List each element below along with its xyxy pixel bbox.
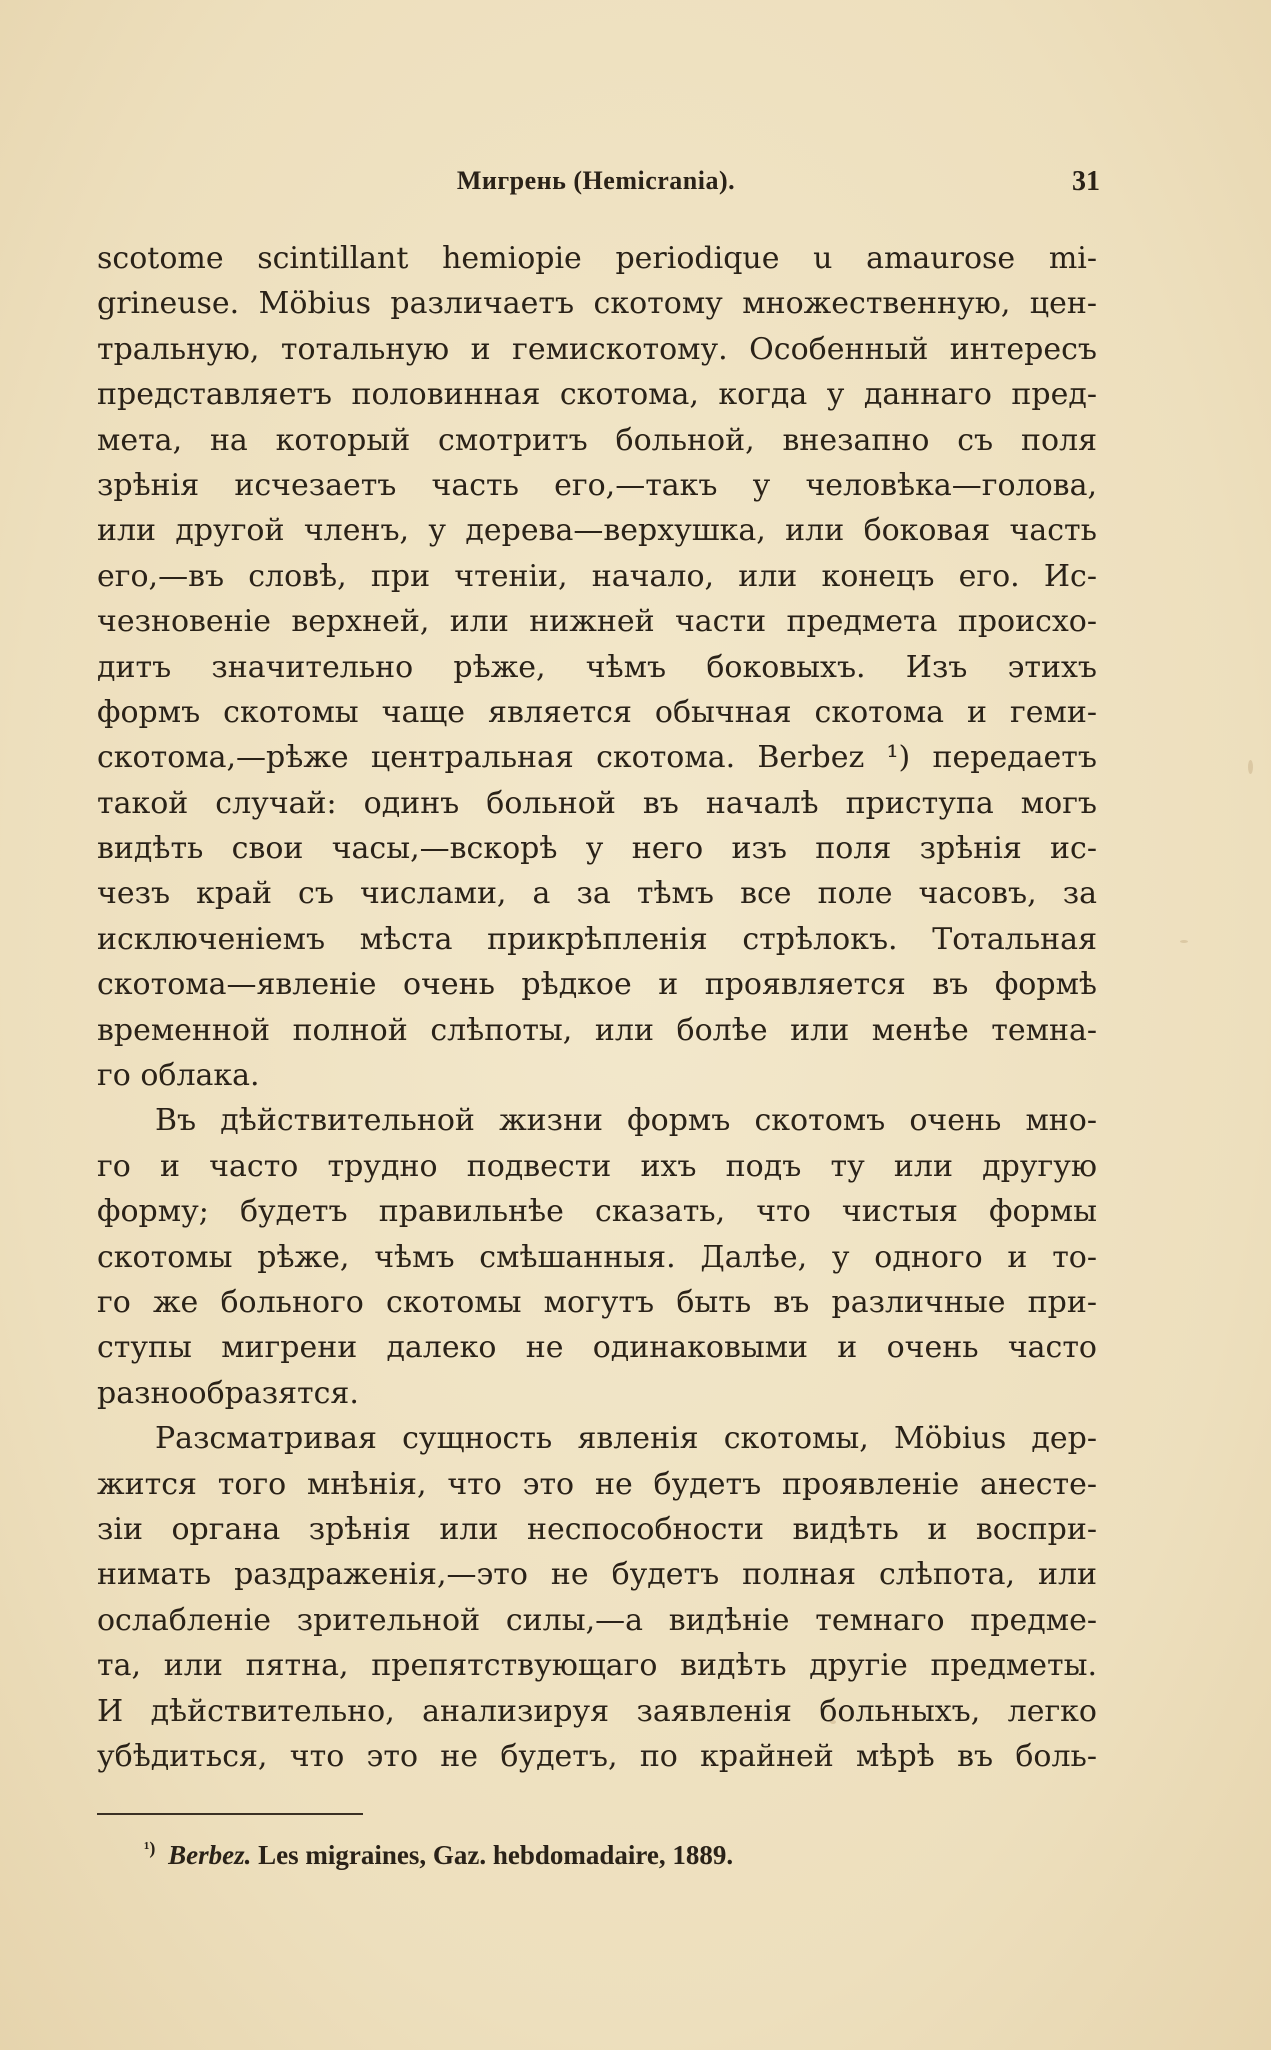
text-line: временной полной слѣпоты, или болѣе или менѣе темна- xyxy=(97,1012,1097,1048)
text-line: скотома,—рѣже центральная скотома. Berbez ¹) передаетъ xyxy=(97,740,1097,776)
page-number: 31 xyxy=(1072,166,1100,197)
text-line: такой случай: одинъ больной въ началѣ приступа могъ xyxy=(97,785,1097,821)
text-line: представляетъ половинная скотома, когда у даннаго пред- xyxy=(97,377,1097,413)
text-line: формъ скотомы чаще является обычная скотома и геми- xyxy=(97,694,1097,730)
text-line: форму; будетъ правильнѣе сказать, что чистыя формы xyxy=(97,1194,1097,1230)
running-title: Мигрень (Hemicrania). xyxy=(456,166,736,195)
footnote xyxy=(144,1838,1044,1871)
text-line: мета, на который смотритъ больной, внезапно съ поля xyxy=(97,422,1097,458)
text-line: зіи органа зрѣнія или неспособности видѣть и воспри- xyxy=(97,1511,1097,1547)
text-line: дитъ значительно рѣже, чѣмъ боковыхъ. Изъ этихъ xyxy=(97,649,1097,685)
text-line: видѣть свои часы,—вскорѣ у него изъ поля зрѣнія ис- xyxy=(97,831,1097,867)
text-line: исключеніемъ мѣста прикрѣпленія стрѣлокъ. Тотальная xyxy=(97,921,1097,957)
text-line: scotome scintillant hemiopie periodique u amaurose mi- xyxy=(97,241,1097,276)
text-line: скотомы рѣже, чѣмъ смѣшанныя. Далѣе, у одного и то- xyxy=(97,1239,1097,1275)
text-line: чезъ край съ числами, а за тѣмъ все поле часовъ, за xyxy=(97,876,1097,912)
footnote-text: Les migraines, Gaz. hebdomadaire, 1889. xyxy=(258,1840,734,1870)
text-line: его,—въ словѣ, при чтеніи, начало, или конецъ его. Ис- xyxy=(97,558,1097,594)
paper-blemish xyxy=(1248,760,1253,774)
footnote-marker: ¹) xyxy=(144,1838,156,1858)
text-line: чезновеніе верхней, или нижней части предмета происхо- xyxy=(97,604,1097,640)
body-text xyxy=(97,236,1097,1779)
text-line: нимать раздраженія,—это не будетъ полная слѣпота, или xyxy=(97,1557,1097,1593)
text-line-paragraph-start: Разсматривая сущность явленія скотомы, Möbius дер- xyxy=(155,1421,1097,1457)
text-line-paragraph-start: Въ дѣйствительной жизни формъ скотомъ очень мно- xyxy=(155,1103,1097,1139)
text-line: скотома—явленіе очень рѣдкое и проявляется въ формѣ xyxy=(97,967,1097,1003)
text-line: го и часто трудно подвести ихъ подъ ту или другую xyxy=(97,1148,1097,1184)
text-line: го же больного скотомы могутъ быть въ различные при- xyxy=(97,1284,1097,1320)
text-line: ступы мигрени далеко не одинаковыми и очень часто xyxy=(97,1330,1097,1366)
text-line-paragraph-end: го облака. xyxy=(97,1058,260,1094)
text-line: grineuse. Möbius различаетъ скотому множественную, цен- xyxy=(97,286,1097,322)
text-line: ослабленіе зрительной силы,—а видѣніе темнаго предме- xyxy=(97,1602,1097,1638)
text-line: И дѣйствительно, анализируя заявленія больныхъ, легко xyxy=(97,1693,1097,1729)
text-line: или другой членъ, у дерева—верхушка, или боковая часть xyxy=(97,513,1097,549)
text-line: убѣдиться, что это не будетъ, по крайней мѣрѣ въ боль- xyxy=(97,1738,1097,1774)
footnote-author: Berbez. xyxy=(168,1840,252,1870)
text-line: та, или пятна, препятствующаго видѣть другіе предметы. xyxy=(97,1648,1097,1684)
text-line: зрѣнія исчезаетъ часть его,—такъ у человѣка—голова, xyxy=(97,467,1097,503)
paper-blemish xyxy=(1180,940,1188,943)
text-line: тральную, тотальную и гемискотому. Особенный интересъ xyxy=(97,331,1097,367)
page-header xyxy=(96,166,1100,206)
footnote-divider xyxy=(97,1813,363,1815)
text-line-paragraph-end: разнообразятся. xyxy=(97,1375,359,1411)
text-line: жится того мнѣнія, что это не будетъ проявленіе анесте- xyxy=(97,1466,1097,1502)
